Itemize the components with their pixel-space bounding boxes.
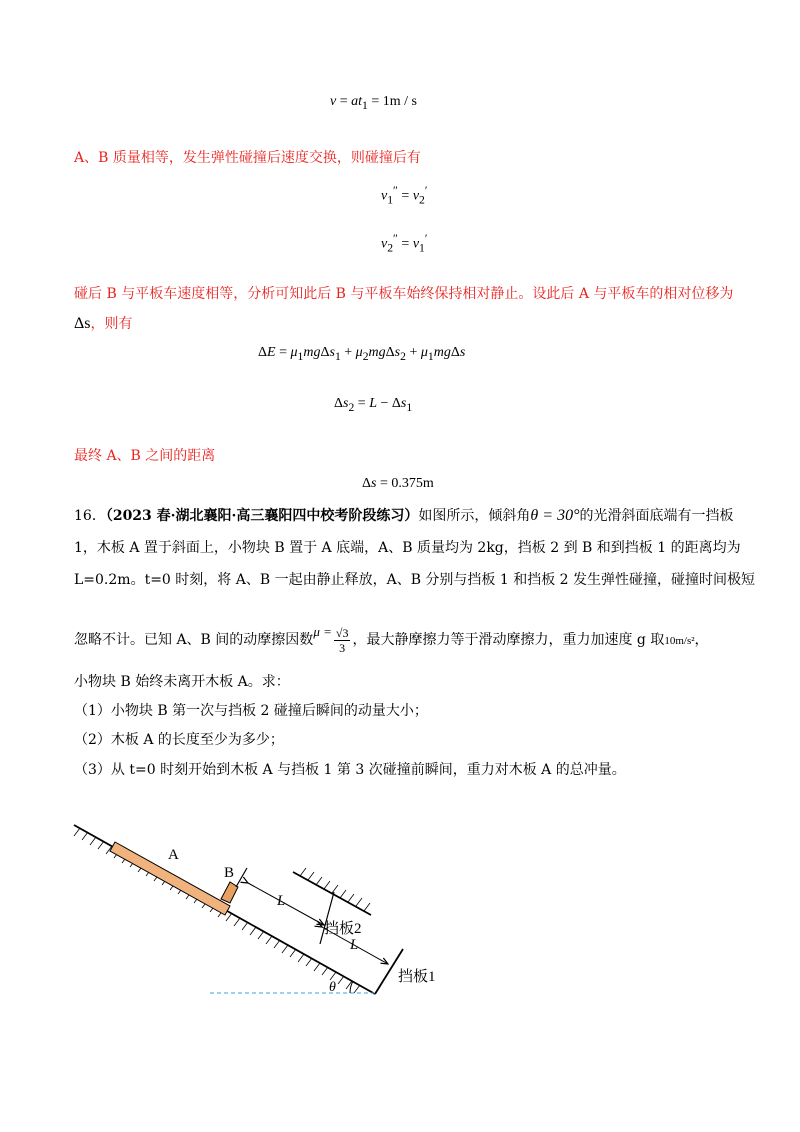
label-baffle-2: 挡板2 xyxy=(324,921,362,937)
fraction-numerator: √3 xyxy=(335,625,349,640)
question-16-line: L=0.2m。t=0 时刻，将 A、B 一起由静止释放，A、B 分别与挡板 1 和挡板 2 发生弹性碰撞，碰撞时间极短 xyxy=(74,572,756,588)
equation-v1-double-prime: $v_1'' = v_2'$ xyxy=(381,184,428,207)
label-a: A xyxy=(168,847,179,863)
label-b: B xyxy=(224,865,235,881)
question-text: 如图所示，倾斜角 xyxy=(418,508,531,524)
question-16-line xyxy=(74,622,709,655)
question-16-line: 小物块 B 始终未离开木板 A。求： xyxy=(74,674,290,690)
question-text: 的光滑斜面底端有一挡板 xyxy=(579,508,734,524)
question-16-line xyxy=(74,506,733,526)
solution-text-line: 碰后 B 与平板车速度相等，分析可知此后 B 与平板车始终保持相对静止。设此后 A 与平板车的相对位移为 xyxy=(74,286,734,302)
question-source: （2023 春·湖北襄阳·高三襄阳四中校考阶段练习） xyxy=(105,508,419,524)
block-b xyxy=(221,882,238,903)
fraction-denominator: 3 xyxy=(339,640,346,655)
equation-delta-s: Δs = 0.375m xyxy=(362,476,434,491)
sub-question-3: （3）从 t=0 时刻开始到木板 A 与挡板 1 第 3 次碰撞前瞬间，重力对木板 A 的总冲量。 xyxy=(74,762,626,778)
solution-text-line: A、B 质量相等，发生弹性碰撞后速度交换，则碰撞后有 xyxy=(74,150,421,166)
equation-delta-s2: $\Delta s_2 = L - \Delta s_1$ xyxy=(334,396,413,414)
sub-question-2: （2）木板 A 的长度至少为多少； xyxy=(74,732,284,748)
baffle-2 xyxy=(293,872,371,915)
question-16-line: 1，木板 A 置于斜面上，小物块 B 置于 A 底端，A、B 质量均为 2kg，挡板 2 到 B 和到挡板 1 的距离均为 xyxy=(74,540,741,556)
equation-velocity: $v = at_1 = 1m / s$ xyxy=(330,94,417,112)
solution-text-line xyxy=(74,314,133,334)
sub-question-1: （1）小物块 B 第一次与挡板 2 碰撞后瞬间的动量大小； xyxy=(74,703,428,719)
dimension-arrow-l1 xyxy=(248,883,324,925)
label-l-upper: L xyxy=(277,893,286,909)
question-text: ，最大静摩擦力等于滑动摩擦力，重力加速度 g 取 xyxy=(352,632,665,648)
solution-text-line: 最终 A、B 之间的距离 xyxy=(74,448,216,464)
solution-text-fragment: ，则有 xyxy=(90,316,133,332)
baffle-2-hatching xyxy=(300,868,370,911)
label-l-lower: L xyxy=(350,937,359,953)
delta-s-symbol: Δs xyxy=(74,315,91,332)
mu-fraction xyxy=(334,626,351,655)
incline-diagram xyxy=(60,815,460,1005)
gravity-value: 10m/s² xyxy=(664,635,695,647)
label-baffle-1: 挡板1 xyxy=(398,969,436,985)
question-number: 16． xyxy=(74,508,106,524)
angle-value: θ = 30° xyxy=(530,507,580,524)
equation-v2-double-prime: $v_2'' = v_1'$ xyxy=(381,232,428,255)
question-text: ， xyxy=(694,632,709,648)
block-b-marker xyxy=(236,868,247,887)
question-text: 忽略不计。已知 A、B 间的动摩擦因数 xyxy=(74,632,314,648)
equation-energy: $\Delta E = \mu_1mg\Delta s_1 + \mu_2mg\Delta s_2 + \mu_1mg\Delta s$ xyxy=(258,345,466,363)
label-theta: θ xyxy=(329,980,336,995)
mu-symbol: μ = xyxy=(313,624,332,639)
